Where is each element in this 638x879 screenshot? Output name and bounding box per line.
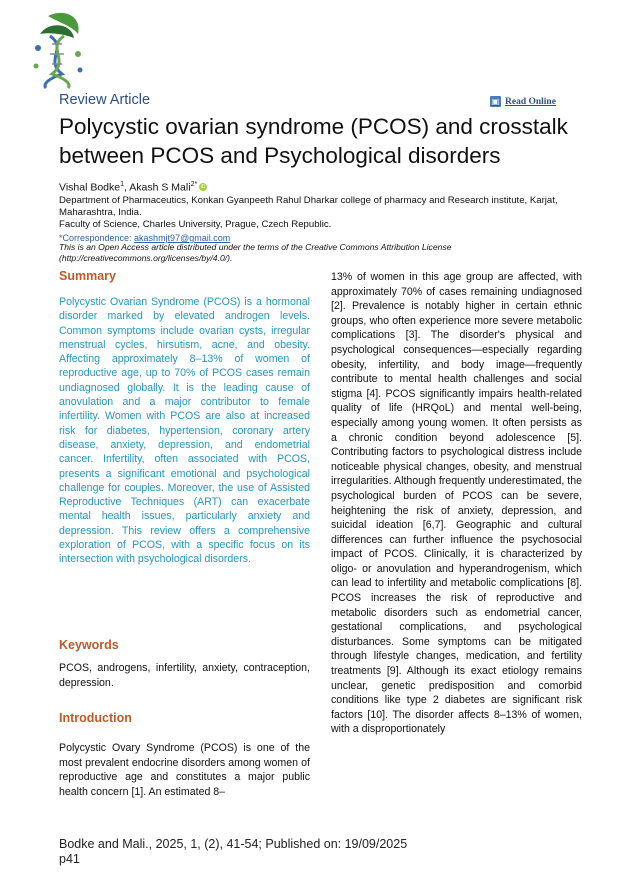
affiliations bbox=[59, 195, 589, 231]
page-footer bbox=[59, 837, 407, 867]
summary-text: Polycystic Ovarian Syndrome (PCOS) is a hormonal disorder marked by elevated androgen levels. Common symptoms include ovarian cysts, irregular menstrual cycles, hirsutism, acne, and obesity. Affecting approximately 8–13% of women of reproductive age, up to 70% of PCOS cases remain undiagnosed globally. It is the leading cause of anovulation and a major contributor to female infertility. Women with PCOS are also at increased risk for diabetes, hypertension, coronary artery disease, anxiety, depression, and endometrial cancer. Infertility, often associated with PCOS, presents a significant emotional and psychological challenge for couples. Moreover, the use of Assisted Reproductive Techniques (ART) can exacerbate mental health issues, particularly anxiety and depression. This review offers a comprehensive exploration of PCOS, with a specific focus on its intersection with psychological disorders. bbox=[59, 296, 310, 566]
article-type: Review Article bbox=[59, 92, 151, 108]
journal-logo-icon bbox=[28, 8, 90, 92]
author-line bbox=[59, 181, 207, 194]
correspondence-label: *Correspondence: bbox=[59, 233, 135, 243]
license-note: This is an Open Access article distributed under the terms of the Creative Commons Attribution License (http://creativecommons.org/licenses/by/4.0/). bbox=[59, 242, 452, 263]
correspondence-email-link[interactable]: akashmjt97@gmail.com bbox=[134, 233, 231, 243]
keywords-text: PCOS, androgens, infertility, anxiety, contraception, depression. bbox=[59, 662, 310, 689]
author-1-name: Vishal Bodke bbox=[59, 181, 121, 194]
read-online-link[interactable] bbox=[490, 96, 556, 107]
footer-citation: Bodke and Mali., 2025, 1, (2), 41-54; Published on: 19/09/2025 bbox=[59, 837, 408, 851]
author-separator: , bbox=[124, 181, 130, 194]
page-number: p41 bbox=[59, 852, 80, 866]
author-2-name: Akash S Mali bbox=[129, 181, 191, 194]
author-1-sup: 1 bbox=[120, 181, 125, 188]
introduction-heading: Introduction bbox=[59, 711, 132, 725]
read-online-icon: ▣ bbox=[491, 97, 500, 106]
keywords-heading: Keywords bbox=[59, 638, 119, 652]
summary-heading: Summary bbox=[59, 269, 116, 283]
affiliation-2: Faculty of Science, Charles University, Prague, Czech Republic. bbox=[59, 219, 332, 230]
article-title: Polycystic ovarian syndrome (PCOS) and crosstalk between PCOS and Psychological disorders bbox=[59, 114, 568, 168]
column-2-text: 13% of women in this age group are affected, with approximately 70% of cases remaining undiagnosed [2]. Prevalence is notably higher in certain ethnic groups, who often experience more severe metabolic complications [3]. The disorder's physical and psychological consequences—especially regarding obesity, infertility, and body image—frequently contribute to mental health challenges and social stigma [4]. PCOS significantly impairs health-related quality of life (HRQoL) and mental well-being, especially among young women. It often persists as a chronic condition beyond adolescence [5]. Contributing factors to psychological distress include noticeable physical changes, obesity, and menstrual irregularities. Although frequently underestimated, the psychological burden of PCOS can be severe, heightening the risk of anxiety, depression, and suicidal ideation [6,7]. Geographic and cultural differences can further influence the psychosocial impact of PCOS. Clinically, it is characterized by oligo- or anovulation and hyperandrogenism, which can lead to infertility and metabolic complications [8]. PCOS increases the risk of reproductive and metabolic disorders such as endometrial cancer, gestational complications, and psychological disturbances. Some symptoms can be mitigated through lifestyle changes, medication, and fertility treatments [9]. Although its exact etiology remains unclear, genetic predisposition and comorbid conditions like type 2 diabetes are significant risk factors [10]. The disorder affects 8–13% of women, with a disproportionately bbox=[331, 271, 582, 736]
introduction-text: Polycystic Ovary Syndrome (PCOS) is one of the most prevalent endocrine disorders among women of reproductive age and constitutes a major public health concern [1]. An estimated 8– bbox=[59, 742, 310, 798]
affiliation-1: Department of Pharmaceutics, Konkan Gyanpeeth Rahul Dharkar college of pharmacy and Research institute, Karjat, Maharashtra, India. bbox=[59, 195, 558, 218]
orcid-icon[interactable]: iD bbox=[200, 183, 206, 190]
author-2-sup: 2* bbox=[190, 181, 198, 188]
read-online-label: Read Online bbox=[505, 96, 556, 107]
